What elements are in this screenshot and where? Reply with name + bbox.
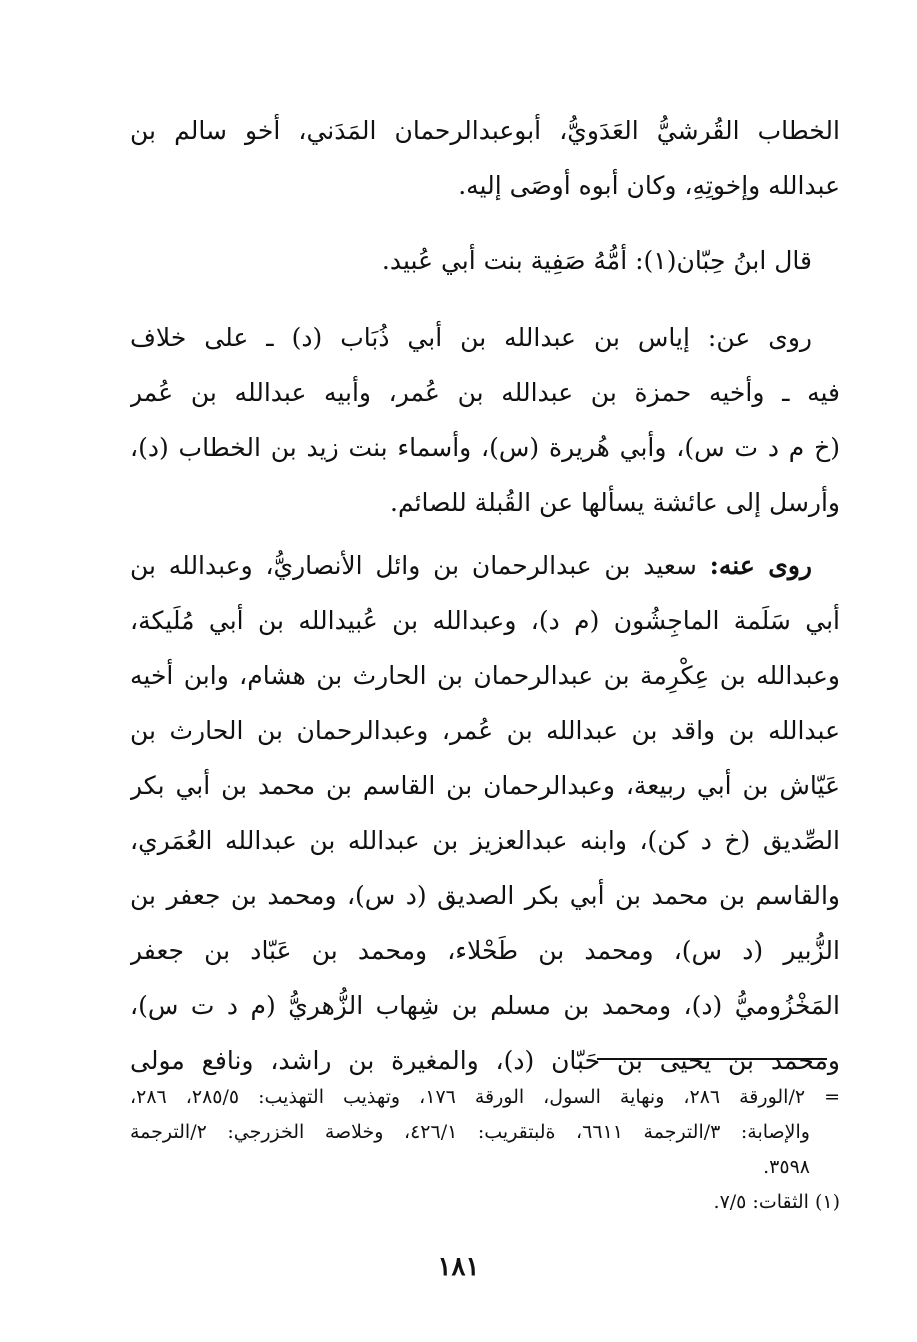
section-lead: روى عنه: <box>709 551 812 580</box>
footnote-divider <box>597 1058 827 1060</box>
text-line: المَخْزُوميُّ (د)، ومحمد بن مسلم بن شِهاب الزُّهريُّ (م د ت س)، <box>130 991 840 1020</box>
footnote-line: = ٢/الورقة ٢٨٦، ونهاية السول، الورقة ١٧٦، وتهذيب التهذيب: ٢٨٥/٥، ٢٨٦، <box>130 1086 840 1108</box>
text-line: الخطاب القُرشيُّ العَدَويُّ، أبوعبدالرحمان المَدَني، أخو سالم بن <box>130 116 840 145</box>
footnote-line: والإصابة: ٣/الترجمة ٦٦١١، ةلبتقريب: ٤٢٦/١، وخلاصة الخزرجي: ٢/الترجمة <box>130 1121 810 1143</box>
text-line: عَيّاش بن أبي ربيعة، وعبدالرحمان بن القاسم بن محمد بن أبي بكر <box>130 771 840 800</box>
text-line: عبدالله بن واقد بن عبدالله بن عُمر، وعبدالرحمان بن الحارث بن <box>130 716 840 745</box>
footnote-line: (١) الثقات: ٧/٥. <box>713 1191 840 1213</box>
text-line: قال ابنُ حِبّان(١): أمُّهُ صَفِية بنت أبي عُبيد. <box>381 246 812 275</box>
text-line: عبدالله وإخوتِهِ، وكان أبوه أوصَى إليه. <box>458 171 840 200</box>
text-line: أبي سَلَمة الماجِشُون (م د)، وعبدالله بن عُبيدالله بن أبي مُلَيكة، <box>130 606 840 635</box>
text-line: الزُّبير (د س)، ومحمد بن طَحْلاء، ومحمد بن عَبّاد بن جعفر <box>130 936 840 965</box>
text-line: والقاسم بن محمد بن أبي بكر الصديق (د س)، ومحمد بن جعفر بن <box>130 881 840 910</box>
page-number: ١٨١ <box>437 1252 480 1282</box>
paragraph-ibn-hibban <box>130 233 840 288</box>
text-line: الصِّديق (خ د كن)، وابنه عبدالعزيز بن عبدالله بن عبدالله العُمَري، <box>130 826 840 855</box>
text-line <box>130 538 840 593</box>
text-line: (خ م د ت س)، وأبي هُريرة (س)، وأسماء بنت زيد بن الخطاب (د)، <box>130 433 840 462</box>
paragraph-intro <box>130 103 840 213</box>
text-line: وأرسل إلى عائشة يسألها عن القُبلة للصائم. <box>390 488 840 517</box>
paragraph-narrated-by <box>130 538 840 1088</box>
text-line: وعبدالله بن عِكْرِمة بن عبدالرحمان بن الحارث بن هشام، وابن أخيه <box>130 661 840 690</box>
footnotes <box>130 1080 840 1220</box>
paragraph-narrated-from <box>130 310 840 530</box>
text-line-content: سعيد بن عبدالرحمان بن وائل الأنصاريُّ، وعبدالله بن <box>130 551 697 580</box>
footnote-line: ٣٥٩٨. <box>763 1156 810 1178</box>
text-line: فيه ـ وأخيه حمزة بن عبدالله بن عُمر، وأبيه عبدالله بن عُمر <box>130 378 840 407</box>
text-line: روى عن: إياس بن عبدالله بن أبي ذُبَاب (د) ـ على خلاف <box>130 323 812 352</box>
text-line: ومحمد بن يحيى بن حَبّان (د)، والمغيرة بن راشد، ونافع مولى <box>130 1046 840 1075</box>
